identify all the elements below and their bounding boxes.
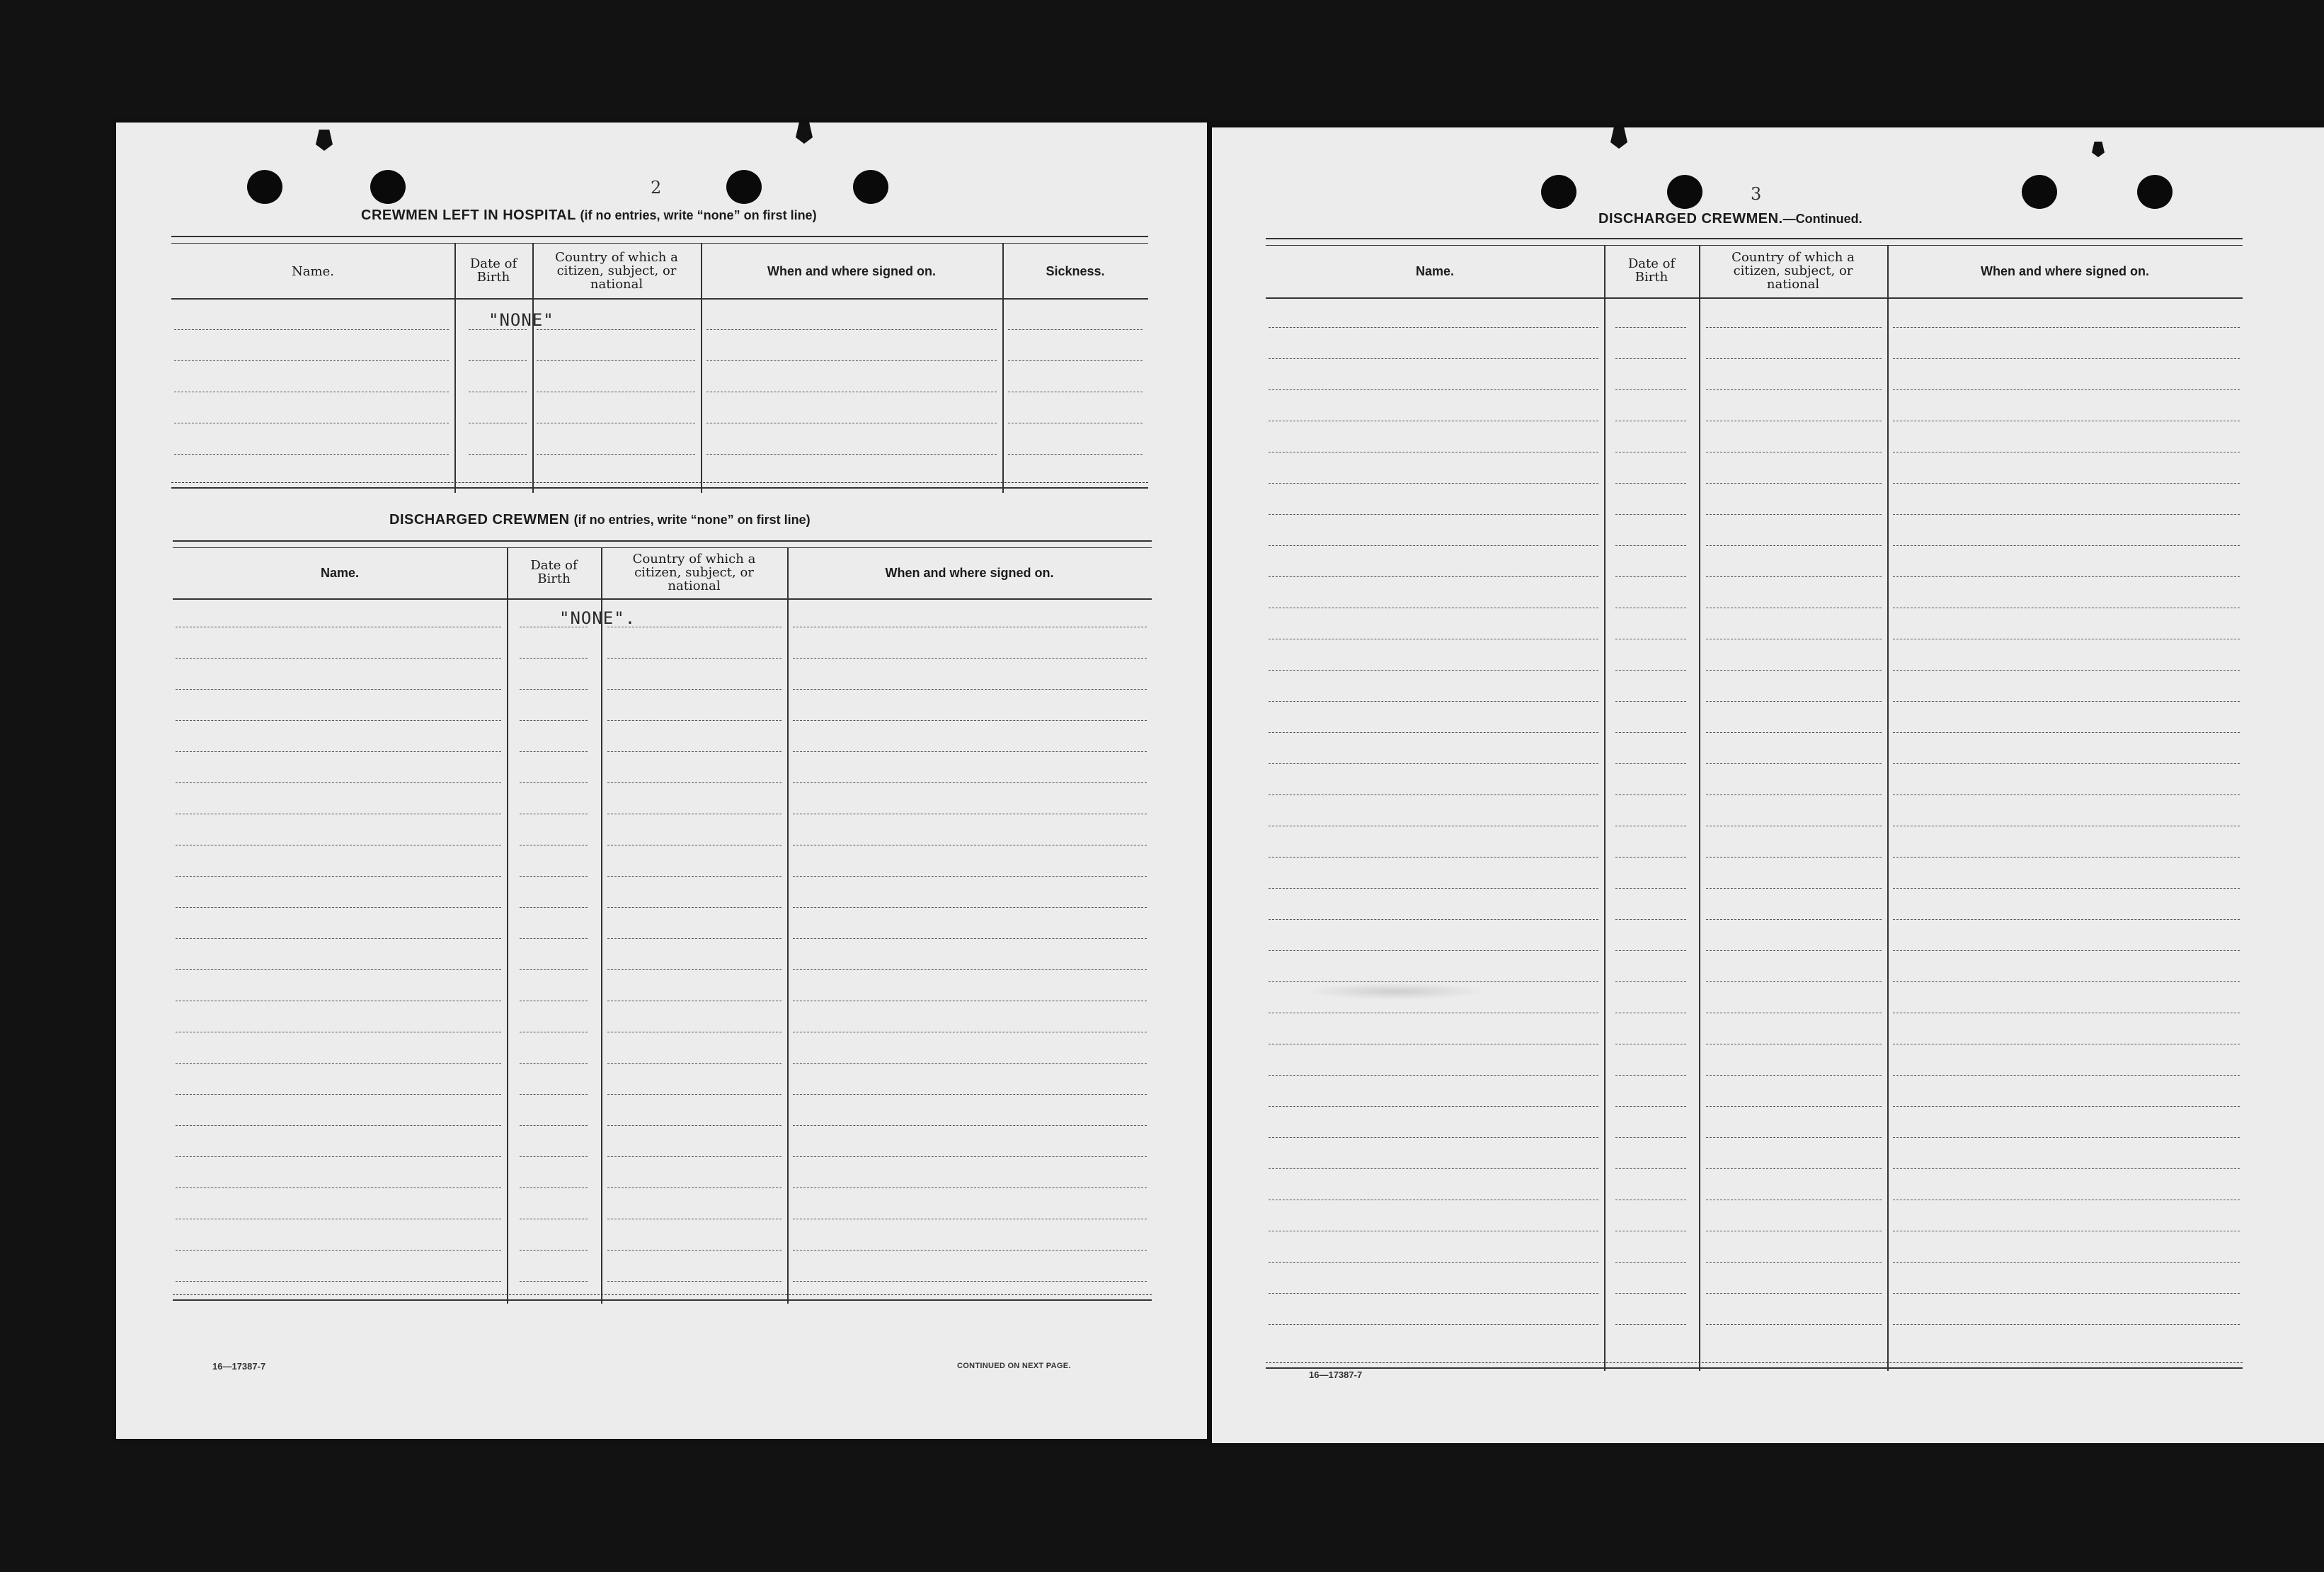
entry-line: [1893, 1168, 2240, 1169]
column-divider: [1604, 245, 1605, 1371]
col-header-country: Country of which a citizen, subject, or national: [555, 249, 678, 292]
entry-line: [793, 689, 1147, 690]
entry-line: [1269, 732, 1598, 733]
entry-line: [1269, 576, 1598, 577]
form-code: 16—17387-7: [212, 1361, 266, 1372]
entry-line: [1615, 701, 1686, 702]
entry-line: [1706, 545, 1882, 546]
entry-line: [1269, 1137, 1598, 1138]
entry-line: [1893, 514, 2240, 515]
entry-line: [1269, 919, 1598, 920]
entry-line: [1269, 670, 1598, 671]
punch-hole: [1667, 175, 1702, 209]
entry-line: [520, 782, 588, 783]
entry-line: [793, 658, 1147, 659]
entry-line: [1706, 1075, 1882, 1076]
entry-line: [520, 1094, 588, 1095]
entry-line: [793, 751, 1147, 752]
entry-line: [793, 907, 1147, 908]
entry-line: [469, 360, 527, 361]
page-number: 2: [651, 178, 662, 198]
entry-line: [1706, 1106, 1882, 1107]
discharged-table: [173, 540, 1152, 1333]
entry-line: [1893, 732, 2240, 733]
entry-line: [1893, 327, 2240, 328]
entry-line: [1269, 514, 1598, 515]
entry-line: [1893, 483, 2240, 484]
entry-line: [520, 751, 588, 752]
entry-line: [176, 938, 501, 939]
entry-line: [793, 1094, 1147, 1095]
entry-line: [176, 876, 501, 877]
entry-line: [607, 1125, 782, 1126]
entry-line: [1615, 545, 1686, 546]
none-entry: "NONE": [488, 310, 554, 330]
entry-line: [1706, 794, 1882, 795]
entry-line: [1615, 732, 1686, 733]
entry-line: [176, 689, 501, 690]
left-form-page: [116, 123, 1207, 1439]
column-divider: [787, 547, 789, 1304]
entry-line: [793, 1125, 1147, 1126]
continued-suffix: —Continued.: [1782, 212, 1862, 226]
entry-line: [1893, 857, 2240, 858]
entry-line: [1615, 981, 1686, 982]
discharged-title-text: DISCHARGED CREWMEN: [389, 512, 570, 528]
entry-line: [1893, 1324, 2240, 1325]
entry-line: [1615, 576, 1686, 577]
entry-line: [607, 1063, 782, 1064]
entry-line: [607, 876, 782, 877]
entry-line: [1269, 981, 1598, 982]
entry-line: [1893, 888, 2240, 889]
entry-line: [1706, 763, 1882, 764]
entry-line: [1706, 1293, 1882, 1294]
entry-line: [793, 1250, 1147, 1251]
col-header-name: Name.: [292, 263, 334, 279]
entry-line: [1893, 1293, 2240, 1294]
discharged-title-note: (if no entries, write “none” on first line): [573, 513, 811, 527]
binding-notch: [1610, 127, 1627, 149]
entry-line: [1615, 1293, 1686, 1294]
entry-line: [174, 454, 449, 455]
discharged-section-title: [389, 512, 811, 528]
entry-line: [1893, 1137, 2240, 1138]
entry-line: [1706, 670, 1882, 671]
entry-line: [607, 1094, 782, 1095]
entry-line: [1615, 1106, 1686, 1107]
entry-line: [607, 658, 782, 659]
entry-line: [1893, 576, 2240, 577]
entry-line: [1893, 981, 2240, 982]
entry-line: [176, 1063, 501, 1064]
entry-line: [1269, 1262, 1598, 1263]
entry-line: [1615, 888, 1686, 889]
entry-line: [1269, 483, 1598, 484]
entry-line: [1706, 1262, 1882, 1263]
entry-line: [1269, 1293, 1598, 1294]
entry-line: [1706, 327, 1882, 328]
none-entry: "NONE".: [559, 608, 636, 628]
punch-hole: [2137, 175, 2173, 209]
entry-line: [1893, 701, 2240, 702]
hospital-section-title: [361, 207, 817, 224]
entry-line: [607, 1156, 782, 1157]
entry-line: [1893, 545, 2240, 546]
entry-line: [1615, 514, 1686, 515]
entry-line: [176, 969, 501, 970]
col-header-signed-on: When and where signed on.: [885, 565, 1054, 580]
entry-line: [1893, 389, 2240, 390]
entry-line: [1893, 950, 2240, 951]
entry-line: [176, 658, 501, 659]
entry-line: [607, 1250, 782, 1251]
entry-line: [1008, 329, 1143, 330]
entry-line: [520, 1063, 588, 1064]
entry-line: [1615, 1075, 1686, 1076]
entry-line: [1706, 576, 1882, 577]
entry-line: [1269, 763, 1598, 764]
faint-smudge: [1304, 983, 1488, 1000]
entry-line: [1269, 794, 1598, 795]
entry-line: [1706, 1324, 1882, 1325]
header-rule: [171, 298, 1148, 300]
entry-line: [1893, 794, 2240, 795]
entry-line: [793, 1281, 1147, 1282]
binding-notch: [2092, 142, 2105, 157]
right-form-page: [1212, 127, 2324, 1443]
col-header-country: Country of which a citizen, subject, or national: [632, 551, 756, 593]
entry-line: [1893, 919, 2240, 920]
punch-hole: [247, 170, 282, 204]
entry-line: [1615, 857, 1686, 858]
col-header-country: Country of which a citizen, subject, or national: [1731, 249, 1855, 292]
entry-line: [1615, 1168, 1686, 1169]
discharged-continued-title: [1598, 211, 1862, 227]
entry-line: [1706, 358, 1882, 359]
entry-line: [1615, 763, 1686, 764]
entry-line: [1269, 389, 1598, 390]
entry-line: [1269, 1075, 1598, 1076]
entry-line: [1269, 888, 1598, 889]
entry-line: [1706, 389, 1882, 390]
entry-line: [176, 751, 501, 752]
punch-hole: [853, 170, 888, 204]
entry-line: [1615, 919, 1686, 920]
entry-line: [1706, 950, 1882, 951]
entry-line: [706, 360, 997, 361]
entry-line: [607, 720, 782, 721]
entry-line: [1269, 545, 1598, 546]
entry-line: [1615, 389, 1686, 390]
entry-line: [520, 1156, 588, 1157]
entry-line: [1893, 763, 2240, 764]
entry-line: [1269, 1168, 1598, 1169]
entry-line: [1615, 358, 1686, 359]
entry-line: [176, 782, 501, 783]
entry-line: [793, 1156, 1147, 1157]
entry-line: [176, 1125, 501, 1126]
entry-line: [520, 938, 588, 939]
entry-line: [1706, 888, 1882, 889]
entry-line: [607, 1187, 782, 1188]
entry-line: [1706, 701, 1882, 702]
entry-line: [1008, 454, 1143, 455]
continued-note: CONTINUED ON NEXT PAGE.: [957, 1362, 1071, 1370]
entry-line: [1615, 1324, 1686, 1325]
entry-line: [706, 329, 997, 330]
entry-line: [520, 720, 588, 721]
entry-line: [1269, 950, 1598, 951]
entry-line: [1706, 1137, 1882, 1138]
col-header-signed-on: When and where signed on.: [767, 263, 937, 278]
table-bottom-rule: [1266, 1362, 2243, 1369]
entry-line: [520, 969, 588, 970]
entry-line: [1893, 1262, 2240, 1263]
entry-line: [537, 329, 695, 330]
entry-line: [607, 1281, 782, 1282]
entry-line: [176, 1156, 501, 1157]
entry-line: [607, 938, 782, 939]
table-bottom-rule: [173, 1294, 1152, 1301]
entry-line: [520, 689, 588, 690]
col-header-date-of-birth: Date of Birth: [530, 558, 578, 586]
punch-hole: [726, 170, 762, 204]
entry-line: [793, 969, 1147, 970]
entry-line: [1706, 514, 1882, 515]
col-header-sickness: Sickness.: [1046, 263, 1105, 278]
entry-line: [520, 1281, 588, 1282]
entry-line: [537, 454, 695, 455]
header-rule: [173, 598, 1152, 600]
entry-line: [1615, 483, 1686, 484]
entry-line: [793, 782, 1147, 783]
page-number: 3: [1751, 184, 1762, 204]
hospital-title-note: (if no entries, write “none” on first line): [580, 208, 817, 222]
discharged-continued-table: [1266, 238, 2243, 1385]
entry-line: [520, 876, 588, 877]
column-divider: [601, 547, 602, 1304]
entry-line: [1893, 670, 2240, 671]
entry-line: [1269, 857, 1598, 858]
entry-line: [176, 1250, 501, 1251]
entry-line: [1615, 1262, 1686, 1263]
entry-line: [793, 938, 1147, 939]
entry-line: [793, 1063, 1147, 1064]
entry-line: [174, 329, 449, 330]
col-header-name: Name.: [1415, 263, 1455, 278]
col-header-date-of-birth: Date of Birth: [469, 256, 517, 285]
column-divider: [1887, 245, 1889, 1371]
col-header-signed-on: When and where signed on.: [1980, 263, 2150, 278]
entry-line: [1706, 483, 1882, 484]
entry-line: [607, 782, 782, 783]
entry-line: [1893, 1106, 2240, 1107]
entry-line: [1269, 358, 1598, 359]
entry-line: [469, 454, 527, 455]
entry-line: [537, 360, 695, 361]
entry-line: [1269, 1106, 1598, 1107]
punch-hole: [370, 170, 406, 204]
entry-line: [1615, 1137, 1686, 1138]
entry-line: [793, 1187, 1147, 1188]
entry-line: [1893, 1075, 2240, 1076]
form-code: 16—17387-7: [1309, 1369, 1363, 1380]
entry-line: [1008, 360, 1143, 361]
entry-line: [176, 1281, 501, 1282]
entry-line: [1893, 358, 2240, 359]
entry-line: [520, 1187, 588, 1188]
entry-line: [706, 454, 997, 455]
binding-notch: [316, 130, 333, 151]
entry-line: [1706, 857, 1882, 858]
binding-notch: [796, 123, 813, 144]
entry-line: [520, 1250, 588, 1251]
punch-hole: [2022, 175, 2057, 209]
entry-line: [793, 876, 1147, 877]
entry-line: [607, 907, 782, 908]
entry-line: [520, 658, 588, 659]
entry-line: [1706, 1168, 1882, 1169]
entry-line: [520, 1125, 588, 1126]
hospital-title-text: CREWMEN LEFT IN HOSPITAL: [361, 207, 576, 223]
entry-line: [1706, 919, 1882, 920]
entry-line: [607, 751, 782, 752]
entry-line: [1269, 1324, 1598, 1325]
discharged-continued-title-text: DISCHARGED CREWMEN.: [1598, 211, 1783, 227]
column-divider: [507, 547, 508, 1304]
col-header-name: Name.: [320, 565, 360, 580]
entry-line: [176, 1094, 501, 1095]
entry-line: [1706, 732, 1882, 733]
entry-line: [520, 907, 588, 908]
table-bottom-rule: [171, 482, 1148, 489]
entry-line: [1269, 701, 1598, 702]
col-header-date-of-birth: Date of Birth: [1627, 256, 1676, 285]
entry-line: [176, 907, 501, 908]
table-top-rule: [171, 236, 1148, 244]
entry-line: [176, 720, 501, 721]
entry-line: [1615, 327, 1686, 328]
entry-line: [176, 1187, 501, 1188]
header-rule: [1266, 297, 2243, 299]
entry-line: [607, 689, 782, 690]
entry-line: [1269, 327, 1598, 328]
column-divider: [1699, 245, 1700, 1371]
entry-line: [1615, 670, 1686, 671]
entry-line: [174, 360, 449, 361]
punch-hole: [1541, 175, 1576, 209]
entry-line: [1706, 981, 1882, 982]
entry-line: [607, 969, 782, 970]
entry-line: [1615, 950, 1686, 951]
entry-line: [1615, 794, 1686, 795]
entry-line: [793, 720, 1147, 721]
